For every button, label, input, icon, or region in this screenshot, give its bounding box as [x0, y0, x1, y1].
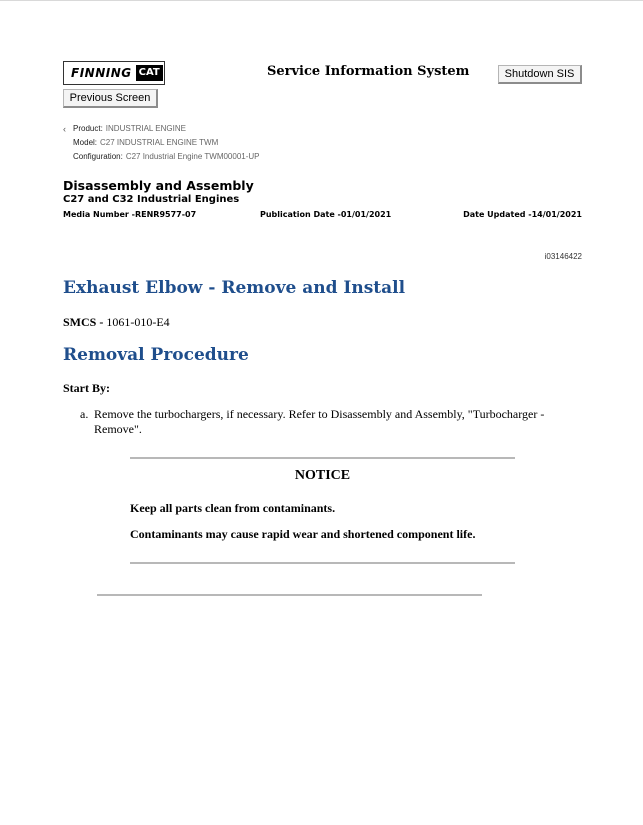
finning-logo-text: FINNING [71, 66, 132, 80]
start-by-label: Start By: [63, 381, 110, 395]
shutdown-sis-button[interactable]: Shutdown SIS [498, 65, 582, 84]
removal-heading: Removal Procedure [63, 345, 249, 365]
notice-line-1: Keep all parts clean from contaminants. [130, 501, 336, 515]
cat-logo-icon: CAT [136, 65, 163, 81]
collapse-chevron-icon[interactable]: ‹ [63, 124, 66, 134]
product-label: Product: [73, 124, 103, 133]
configuration-value: C27 Industrial Engine TWM00001-UP [125, 152, 260, 161]
notice-top-rule [130, 457, 515, 459]
model-value: C27 INDUSTRIAL ENGINE TWM [100, 138, 219, 147]
date-updated: Date Updated -14/01/2021 [463, 210, 582, 219]
notice-line-2: Contaminants may cause rapid wear and shortened component life. [130, 527, 476, 541]
section-title: Disassembly and Assembly [63, 178, 254, 193]
top-border [0, 0, 643, 1]
notice-heading: NOTICE [294, 468, 351, 483]
step-marker: a. [80, 407, 89, 421]
list-item [80, 407, 580, 437]
page-title: Exhaust Elbow - Remove and Install [63, 278, 406, 298]
document-id: i03146422 [544, 252, 582, 261]
model-label: Model: [73, 138, 98, 147]
model-line [73, 138, 218, 147]
end-rule [97, 594, 482, 596]
notice-bottom-rule [130, 562, 515, 564]
media-number: Media Number -RENR9577-07 [63, 210, 197, 219]
system-title: Service Information System [267, 64, 470, 79]
step-text: Remove the turbochargers, if necessary. Refer to Disassembly and Assembly, "Turbocharger - Remove". [94, 407, 545, 436]
product-line [73, 124, 186, 133]
engine-subtitle: C27 and C32 Industrial Engines [63, 194, 240, 205]
product-value: INDUSTRIAL ENGINE [105, 124, 186, 133]
previous-screen-button[interactable]: Previous Screen [63, 89, 158, 108]
smcs-value: 1061-010-E4 [103, 315, 170, 329]
smcs-code [63, 315, 170, 330]
configuration-line [73, 152, 260, 161]
configuration-label: Configuration: [73, 152, 123, 161]
smcs-label: SMCS - [63, 315, 104, 329]
publication-date: Publication Date -01/01/2021 [260, 210, 392, 219]
finning-cat-logo [63, 61, 165, 85]
